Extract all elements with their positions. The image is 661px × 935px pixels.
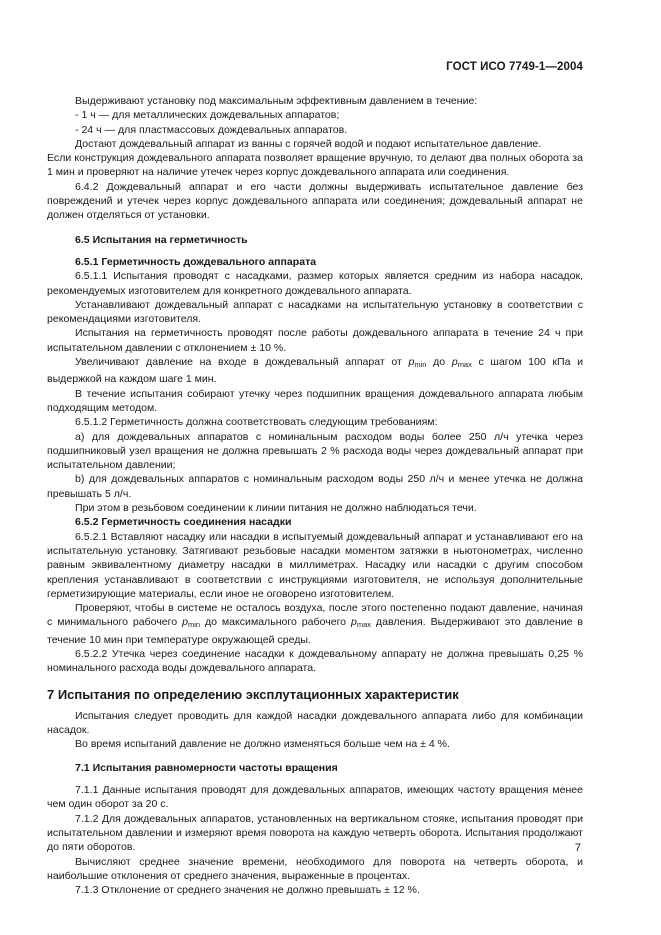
paragraph-text: Испытания следует проводить для каждой насадки дождевального аппарата либо для комбинации насадок. <box>47 709 583 737</box>
paragraph-text: Достают дождевальный аппарат из ванны с горячей водой и подают испытательное давление. <box>75 137 542 150</box>
paragraph-text: 6.5.2.2 Утечка через соединение насадки к дождевальному аппарату не должна превышать 0,25 % номинального расхода воды дождевального аппарата. <box>47 647 583 675</box>
paragraph <box>47 530 583 601</box>
page-number: 7 <box>574 842 581 854</box>
section-heading-7-1: 7.1 Испытания равномерности частоты вращения <box>75 761 338 774</box>
subscript-min: min <box>414 360 427 370</box>
paragraph <box>47 783 583 812</box>
subscript-min: min <box>187 620 201 630</box>
paragraph-text: Испытания на герметичность проводят после работы дождевального аппарата в течение 24 ч при испытательном давлении с отклонением ± 10 %. <box>47 327 583 354</box>
pressure-symbol: p <box>350 616 357 629</box>
paragraph-text: 7.1.2 Для дождевальных аппаратов, установленных на вертикальном стояке, испытания проводят при испытательном давлении и измеряют время поворота на каждую четверть оборота. Испытания продолжают до пяти оборотов. <box>47 812 583 854</box>
paragraph <box>75 737 583 751</box>
paragraph <box>75 415 583 429</box>
paragraph <box>47 387 583 416</box>
paragraph <box>47 151 583 180</box>
paragraph <box>47 647 583 676</box>
paragraph-text: Выдерживают установку под максимальным эффективным давлением в течение: <box>75 95 478 107</box>
paragraph-text: При этом в резьбовом соединении к линии питания не должно наблюдаться течи. <box>75 502 477 515</box>
paragraph-text: Во время испытаний давление не должно изменяться больше чем на ± 4 %. <box>75 738 450 751</box>
paragraph-text: 7.1.3 Отклонение от среднего значения не должно превышать ± 12 %. <box>75 884 420 897</box>
paragraph-text: до <box>426 356 452 369</box>
paragraph-text: 6.5.1.1 Испытания проводят с насадками, размер которых является средним из набора насадок, рекомендуемых изготовителем для конкретного дождевального аппарата. <box>47 270 583 297</box>
paragraph-text: 7.1.1 Данные испытания проводят для дождевальных аппаратов, имеющих частоту вращения менее чем один оборот за 20 с. <box>47 784 583 811</box>
list-item: a) для дождевальных аппаратов с номинальным расходом воды более 250 л/ч утечка через подшипниковый узел вращения не должна превышать 2 % расхода воды через дождевальный аппарат при испытательном давлении; <box>47 430 583 472</box>
paragraph <box>47 812 583 855</box>
paragraph <box>47 298 583 327</box>
paragraph-text: с шагом 100 кПа и выдержкой на каждом шаге 1 мин. <box>47 356 583 386</box>
list-item: - 24 ч — для пластмассовых дождевальных аппаратов. <box>75 123 348 136</box>
paragraph <box>47 472 583 501</box>
document-body <box>47 94 583 897</box>
paragraph-text: Устанавливают дождевальный аппарат с насадками на испытательную установку в соответствии с рекомендациями изготовителя. <box>47 298 583 326</box>
paragraph <box>75 501 583 515</box>
paragraph <box>47 709 583 738</box>
subscript-max: max <box>356 620 372 630</box>
paragraph <box>47 355 583 387</box>
subsection-heading-6-5-1: 6.5.1 Герметичность дождевального аппарата <box>75 255 317 268</box>
paragraph-text: Если конструкция дождевального аппарата позволяет вращение вручную, то делают два полных оборота за 1 мин и проверяют на наличие утечек через корпус дождевального аппарата или соединения. <box>47 152 583 179</box>
paragraph-text: В течение испытания собирают утечку через подшипник вращения дождевального аппарата любым подходящим методом. <box>47 387 583 414</box>
paragraph-text: 6.5.2.1 Вставляют насадку или насадки в испытуемый дождевальный аппарат и устанавливают его на испытательную установку. Затягивают резьбовые насадки моментом затяжки в ньютонометрах, численно равным эквивалентному диаметру насадки в миллиметрах. Насадку или насадки с другим способом крепления устанавливают в соответствии с инструкциями изготовителя, не используя дополнительные герметизирующие материалы, если иное не оговорено изготовителем. <box>47 530 583 600</box>
section-heading-6-5: 6.5 Испытания на герметичность <box>75 233 248 246</box>
paragraph <box>47 326 583 355</box>
paragraph-text: Вычисляют среднее значение времени, необходимого для поворота на четверть оборота, и наибольшие отклонения от среднего значения, выраженные в процентах. <box>47 855 583 882</box>
document-header: ГОСТ ИСО 7749-1—2004 <box>446 61 583 73</box>
paragraph <box>75 137 583 151</box>
paragraph <box>75 883 583 897</box>
paragraph <box>47 855 583 884</box>
paragraph <box>47 180 583 223</box>
paragraph <box>47 269 583 298</box>
paragraph <box>75 94 583 108</box>
paragraph-text: Увеличивают давление на входе в дождевальный аппарат от <box>75 356 409 369</box>
pressure-symbol: p <box>182 616 188 629</box>
paragraph <box>75 123 583 137</box>
paragraph-text: Проверяют, чтобы в системе не осталось воздуха, после этого постепенно подают давление, начиная с минимального рабочего <box>47 602 583 629</box>
pressure-symbol: p <box>451 356 458 369</box>
paragraph-text: до максимального рабочего <box>200 616 351 629</box>
paragraph-text: 6.4.2 Дождевальный аппарат и его части должны выдерживать испытательное давление без повреждений и утечек через корпус дождевального аппарата или соединения; дождевальный аппарат не должен отделяться от установки. <box>47 180 583 222</box>
paragraph-text: давления. Выдерживают это давление в течение 10 мин при температуре окружающей среды. <box>47 616 583 646</box>
subsection-heading-6-5-2: 6.5.2 Герметичность соединения насадки <box>75 516 292 529</box>
paragraph <box>47 430 583 473</box>
section-heading-7: 7 Испытания по определению эксплутационных характеристик <box>47 686 459 702</box>
paragraph <box>47 601 583 647</box>
paragraph <box>75 108 583 122</box>
list-item: b) для дождевальных аппаратов с номинальным расходом воды 250 л/ч и менее утечка не должна превышать 5 л/ч. <box>47 473 583 500</box>
paragraph-text: 6.5.1.2 Герметичность должна соответствовать следующим требованиям: <box>75 416 438 429</box>
pressure-symbol: p <box>408 356 415 369</box>
list-item: - 1 ч — для металлических дождевальных аппаратов; <box>75 109 340 122</box>
subscript-max: max <box>457 360 472 370</box>
